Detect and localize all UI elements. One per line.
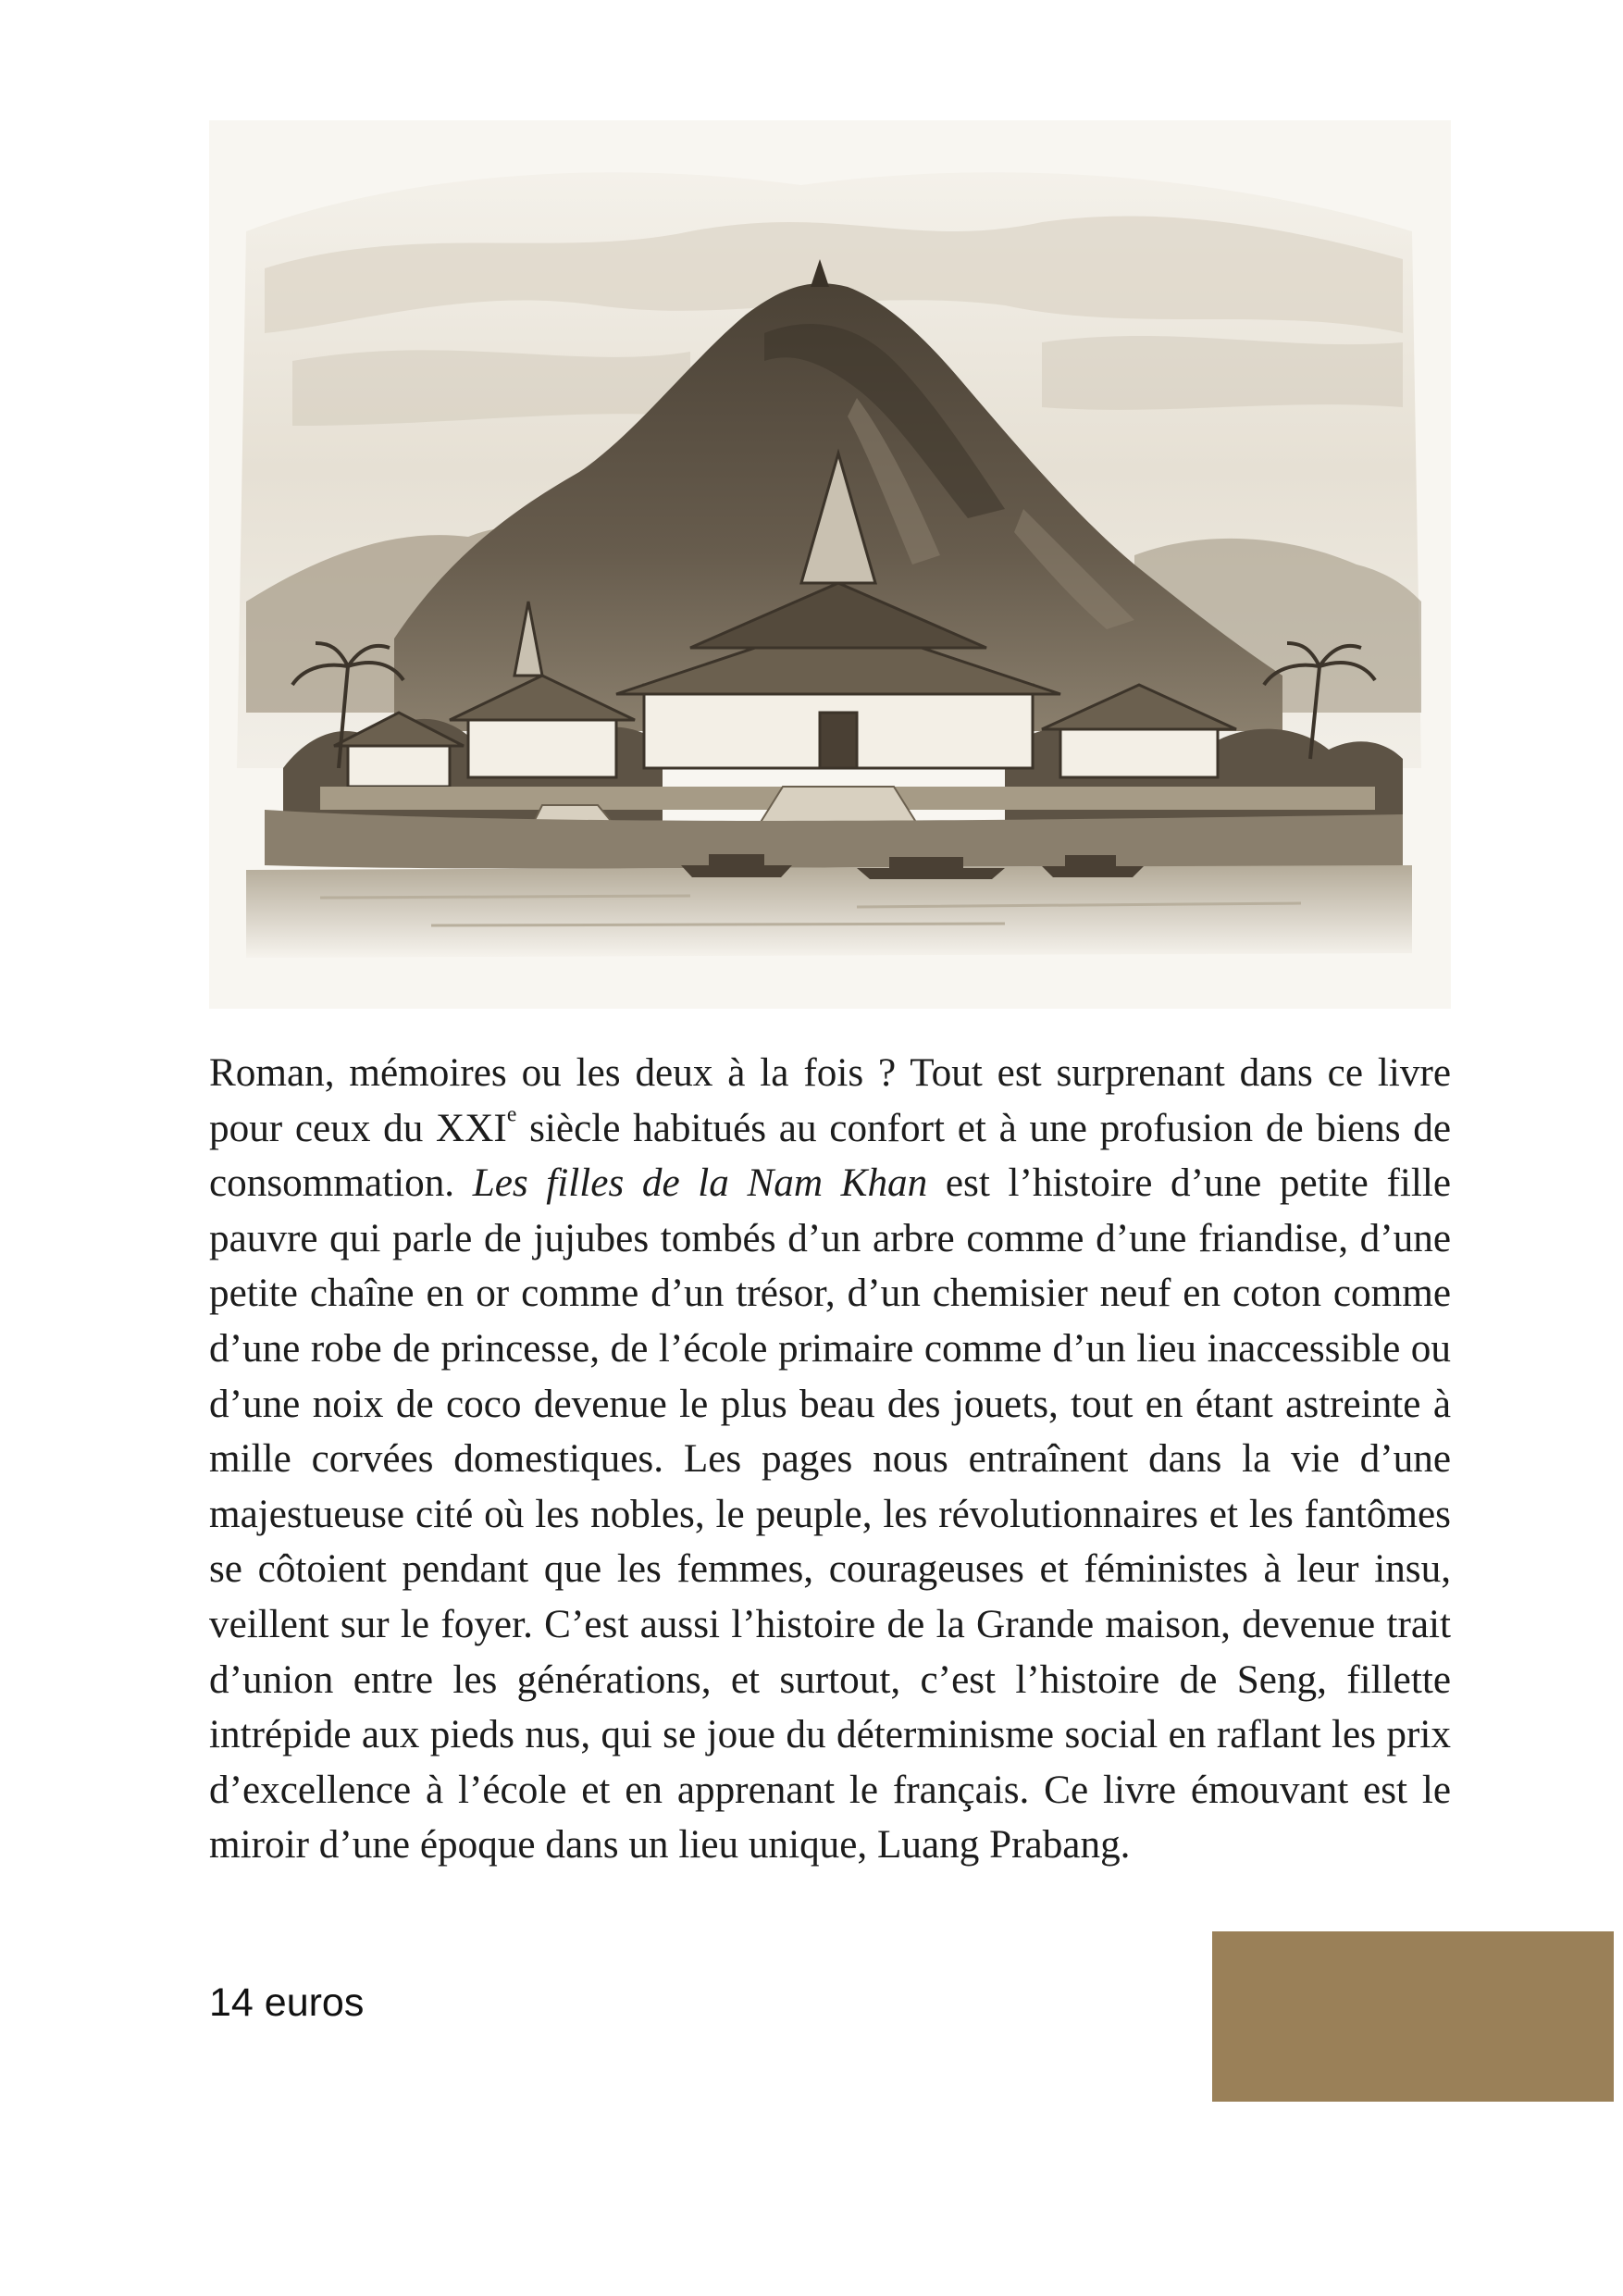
- blurb-text-1: Roman, mémoires ou les deux à la fois ? Tout est surprenant dans ce livre pour ceux du XXI: [209, 1051, 1451, 1150]
- price-label: 14 euros: [209, 1980, 365, 2025]
- blurb-text-2: siècle habitués au confort et à une profusion de biens de consommation.: [209, 1106, 1451, 1206]
- book-title-italic: Les filles de la Nam Khan: [472, 1161, 928, 1206]
- blurb-superscript: e: [506, 1102, 517, 1127]
- back-cover-blurb: [209, 1046, 1451, 1873]
- blurb-text-3: est l’histoire d’une petite fille pauvre qui parle de jujubes tombés d’un arbre comme d’une friandise, d’une petite chaîne en or comme d’un trésor, d’un chemisier neuf en coton comme d’une robe de princesse, de l’école primaire comme d’un lieu inaccessible ou d’une noix de coco devenue le plus beau des jouets, tout en étant astreinte à mille corvées domestiques. Les pages nous entraînent dans la vie d’une majestueuse cité où les nobles, le peuple, les révolutionnaires et les fantômes se côtoient pendant que les femmes, courageuses et féministes à leur insu, veillent sur le foyer. C’est aussi l’histoire de la Grande maison, devenue trait d’union entre les générations, et surtout, c’est l’histoire de Seng, fillette intrépide aux pieds nus, qui se joue du déterminisme social en raflant les prix d’excellence à l’école et en apprenant le français. Ce livre émouvant est le miroir d’une époque dans un lieu unique, Luang Prabang.: [209, 1161, 1451, 1868]
- barcode-placeholder-block: [1212, 1931, 1614, 2102]
- cover-illustration: [209, 120, 1451, 1009]
